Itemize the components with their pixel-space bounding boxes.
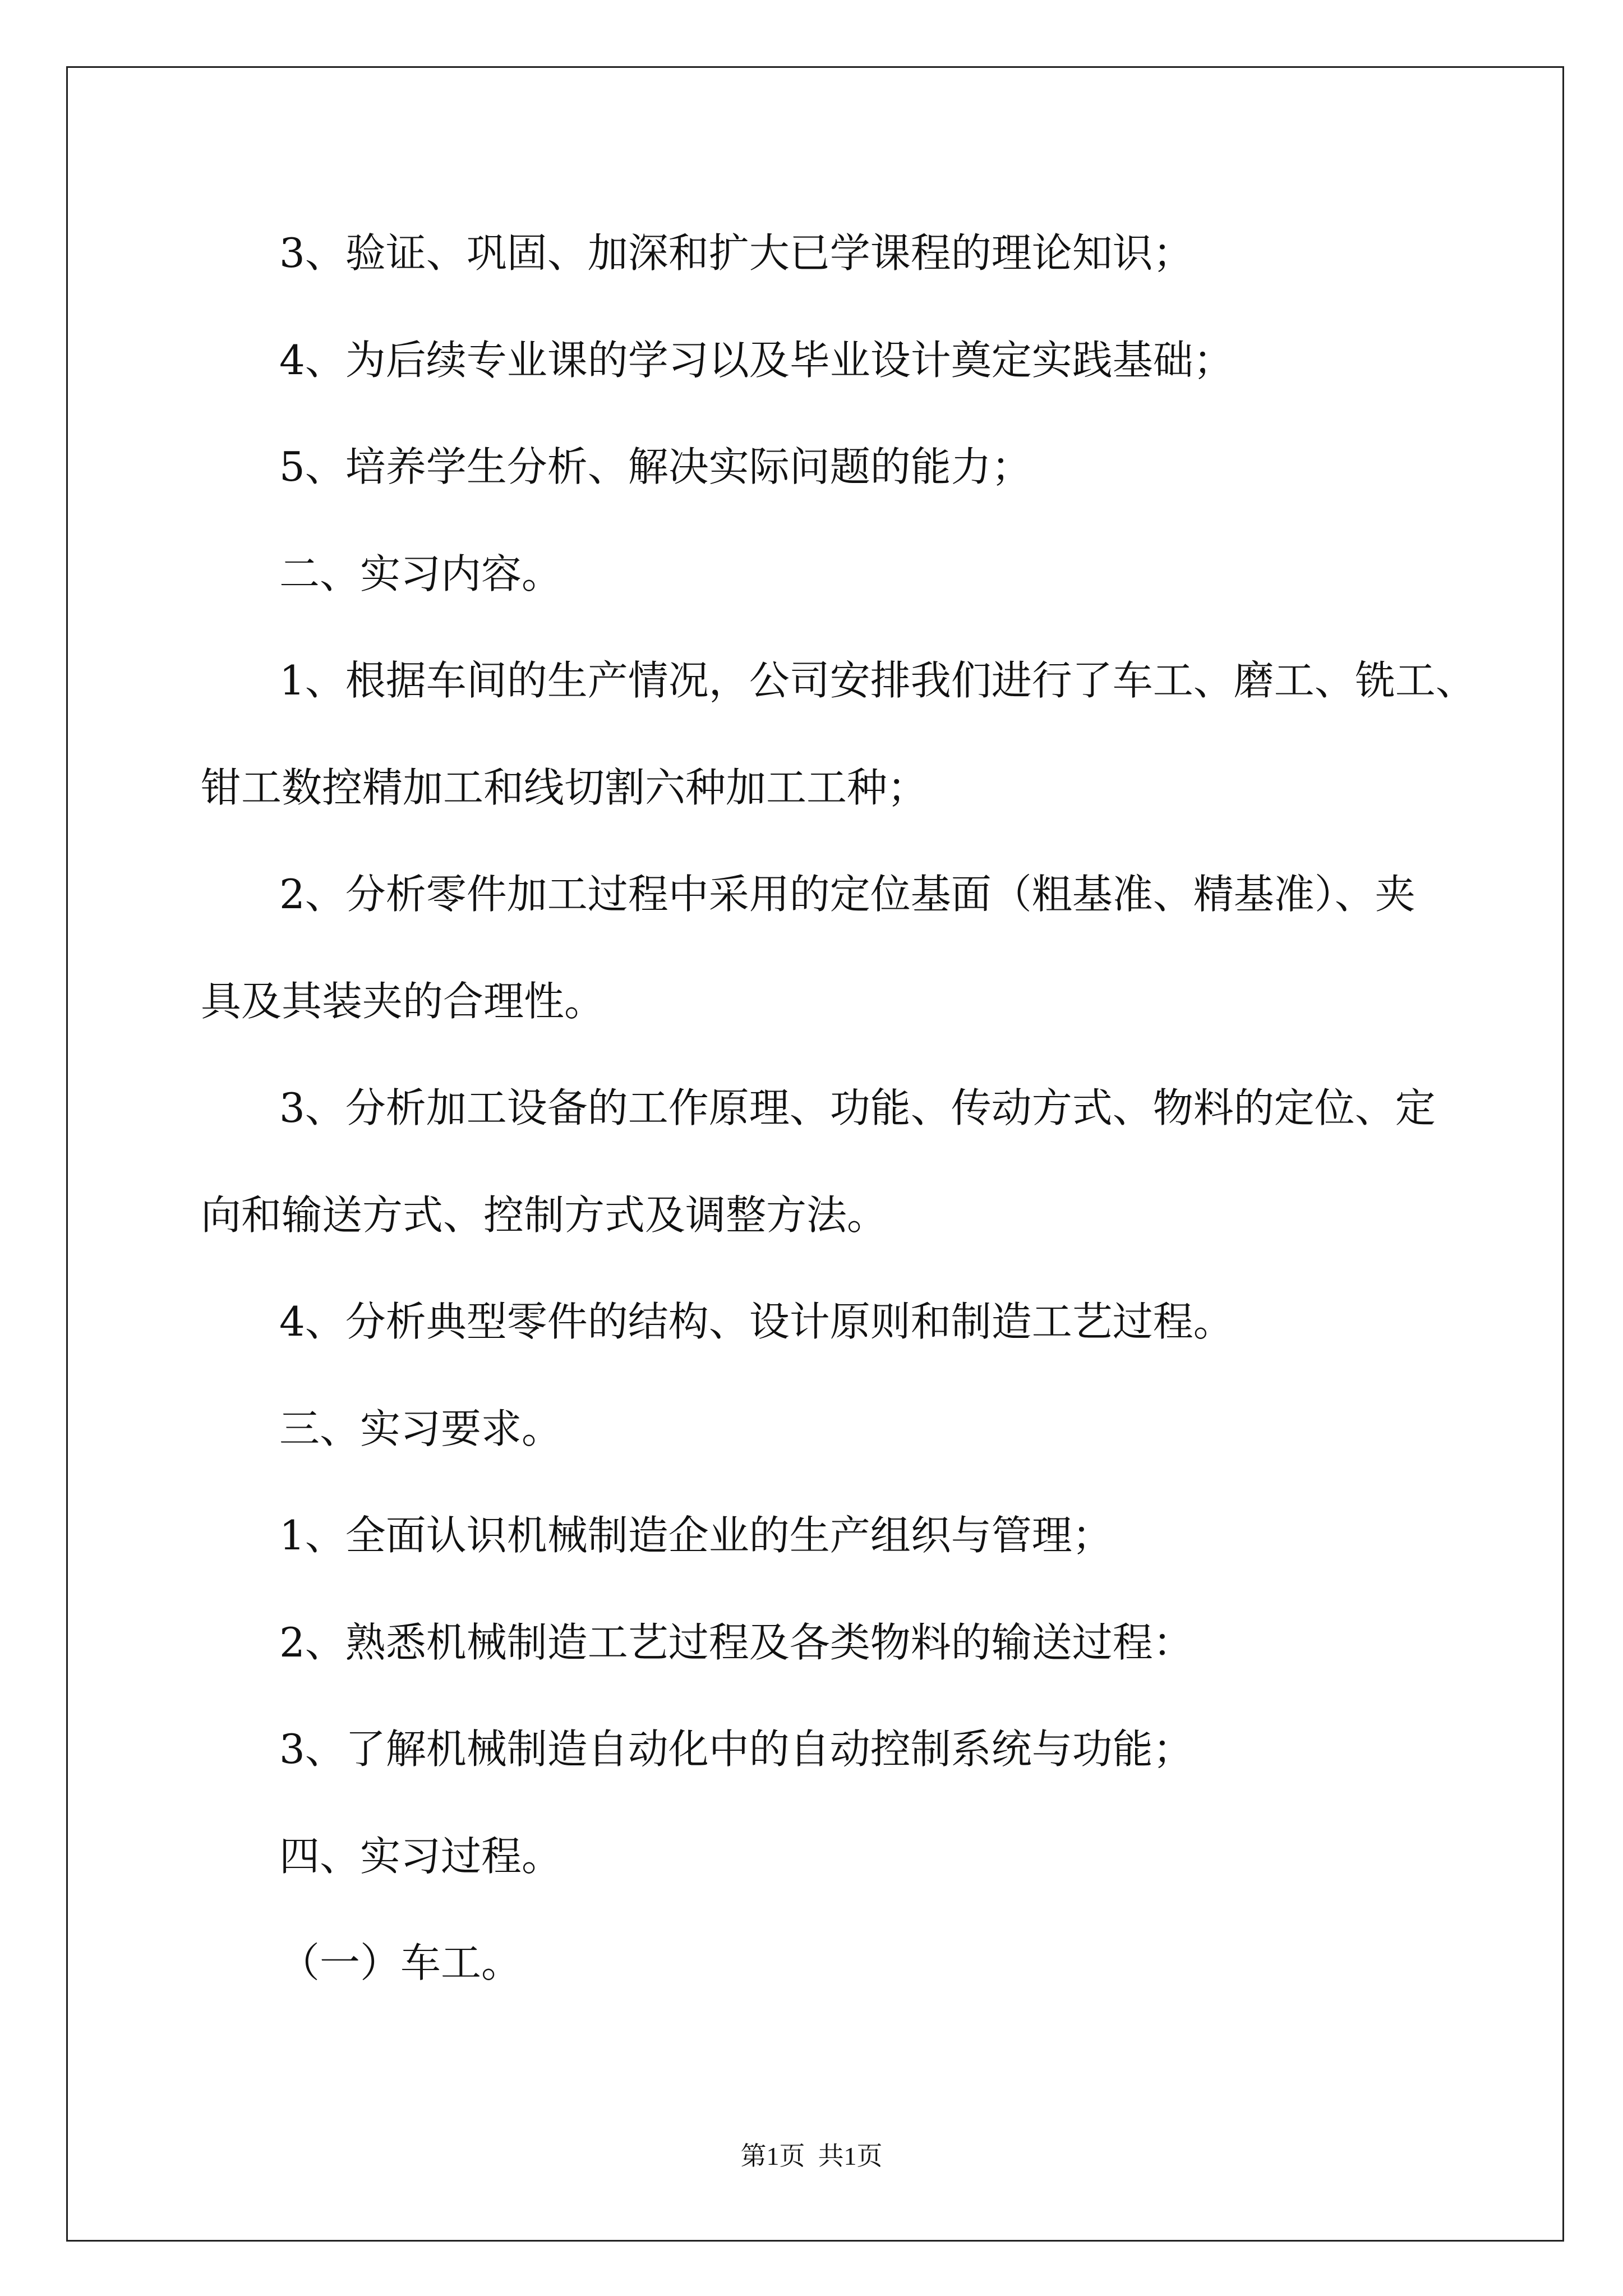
- subsection-heading: [201, 1910, 1536, 2017]
- list-item: [201, 307, 1536, 414]
- heading-text: 三、实习要求。: [279, 1405, 562, 1452]
- document-body: [201, 200, 1536, 2017]
- list-item: [201, 413, 1536, 521]
- paragraph-line: 向和输送方式、控制方式及调整方法。: [201, 1191, 888, 1239]
- list-item: [201, 200, 1536, 307]
- paragraph-line: 3、验证、巩固、加深和扩大已学课程的理论知识；: [279, 229, 1193, 277]
- section-heading: [201, 1803, 1536, 1910]
- paragraph-line: 2、分析零件加工过程中采用的定位基面（粗基准、精基准）、夹: [279, 871, 1415, 918]
- list-item: [201, 841, 1536, 1055]
- list-item: [201, 1696, 1536, 1803]
- paragraph-line: 2、熟悉机械制造工艺过程及各类物料的输送过程：: [279, 1618, 1193, 1666]
- paragraph-line: 3、了解机械制造自动化中的自动控制系统与功能；: [279, 1726, 1193, 1773]
- paragraph-line: 5、培养学生分析、解决实际问题的能力；: [279, 443, 1032, 490]
- list-item: [201, 1482, 1536, 1589]
- list-item: [201, 1055, 1536, 1268]
- heading-text: 四、实习过程。: [279, 1832, 562, 1880]
- section-heading: [201, 1375, 1536, 1483]
- list-item: [201, 1589, 1536, 1696]
- paragraph-line: 具及其装夹的合理性。: [201, 977, 605, 1025]
- list-item: [201, 1268, 1536, 1375]
- paragraph-line: 1、根据车间的生产情况，公司安排我们进行了车工、磨工、铣工、: [279, 657, 1476, 704]
- heading-text: （一）车工。: [279, 1939, 522, 1986]
- paragraph-line: 4、分析典型零件的结构、设计原则和制造工艺过程。: [279, 1298, 1234, 1345]
- paragraph-line: 4、为后续专业课的学习以及毕业设计奠定实践基础；: [279, 336, 1234, 384]
- page-number-footer: 第1页 共1页: [740, 2142, 883, 2170]
- section-heading: [201, 521, 1536, 628]
- paragraph-line: 1、全面认识机械制造企业的生产组织与管理；: [279, 1512, 1113, 1559]
- paragraph-line: 3、分析加工设备的工作原理、功能、传动方式、物料的定位、定: [279, 1084, 1436, 1131]
- paragraph-line: 钳工数控精加工和线切割六种加工工种；: [201, 763, 928, 811]
- heading-text: 二、实习内容。: [279, 550, 562, 597]
- list-item: [201, 627, 1536, 841]
